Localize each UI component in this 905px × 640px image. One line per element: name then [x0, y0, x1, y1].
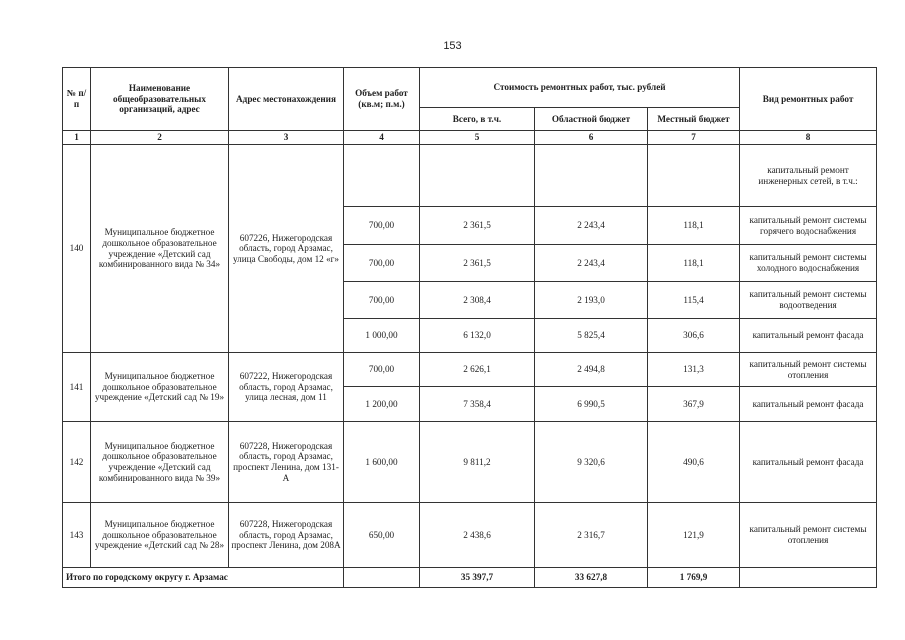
volume-cell: 700,00: [344, 353, 420, 387]
regional-budget-cell: 9 320,6: [535, 422, 648, 503]
work-kind-cell: капитальный ремонт фасада: [740, 387, 877, 422]
org-name: Муниципальное бюджетное дошкольное образовательное учреждение «Детский сад № 28»: [91, 503, 229, 568]
local-budget-cell: [648, 145, 740, 207]
total-local-cell: 1 769,9: [648, 568, 740, 588]
volume-cell: 700,00: [344, 282, 420, 319]
work-kind-cell: капитальный ремонт системы холодного водоснабжения: [740, 245, 877, 282]
org-address: 607226, Нижегородская область, город Арзамас, улица Свободы, дом 12 «г»: [229, 145, 344, 353]
local-budget-cell: 367,9: [648, 387, 740, 422]
row-number: 140: [63, 145, 91, 353]
total-regional-cell: 33 627,8: [535, 568, 648, 588]
table-row: [63, 145, 877, 207]
regional-budget-cell: 5 825,4: [535, 319, 648, 353]
table-header: [63, 68, 877, 145]
header-cost-group: Стоимость ремонтных работ, тыс. рублей: [420, 68, 740, 108]
total-cost-cell: [420, 145, 535, 207]
regional-budget-cell: 2 243,4: [535, 245, 648, 282]
work-kind-cell: капитальный ремонт системы отопления: [740, 503, 877, 568]
column-number: 4: [344, 131, 420, 145]
table-row: [63, 422, 877, 503]
volume-cell: 1 000,00: [344, 319, 420, 353]
work-kind-cell: капитальный ремонт фасада: [740, 422, 877, 503]
volume-cell: 700,00: [344, 207, 420, 245]
total-cost-cell: 2 626,1: [420, 353, 535, 387]
column-number: 8: [740, 131, 877, 145]
work-kind-cell: капитальный ремонт системы отопления: [740, 353, 877, 387]
column-number: 3: [229, 131, 344, 145]
regional-budget-cell: 2 243,4: [535, 207, 648, 245]
header-number: № п/п: [63, 68, 91, 131]
header-volume: Объем работ (кв.м; п.м.): [344, 68, 420, 131]
total-cost-cell: 2 308,4: [420, 282, 535, 319]
local-budget-cell: 118,1: [648, 245, 740, 282]
local-budget-cell: 490,6: [648, 422, 740, 503]
total-cost-cell: 6 132,0: [420, 319, 535, 353]
org-address: 607228, Нижегородская область, город Арзамас, проспект Ленина, дом 208А: [229, 503, 344, 568]
regional-budget-cell: 6 990,5: [535, 387, 648, 422]
org-address: 607228, Нижегородская область, город Арзамас, проспект Ленина, дом 131-А: [229, 422, 344, 503]
regional-budget-cell: 2 193,0: [535, 282, 648, 319]
local-budget-cell: 115,4: [648, 282, 740, 319]
work-kind-cell: капитальный ремонт фасада: [740, 319, 877, 353]
org-name: Муниципальное бюджетное дошкольное образовательное учреждение «Детский сад № 19»: [91, 353, 229, 422]
row-number: 142: [63, 422, 91, 503]
volume-cell: [344, 145, 420, 207]
org-name: Муниципальное бюджетное дошкольное образовательное учреждение «Детский сад комбинированного вида № 34»: [91, 145, 229, 353]
repair-table: [62, 67, 877, 588]
column-number: 5: [420, 131, 535, 145]
work-kind-cell: капитальный ремонт системы водоотведения: [740, 282, 877, 319]
table-row: [63, 353, 877, 387]
total-sum-cell: 35 397,7: [420, 568, 535, 588]
column-number: 1: [63, 131, 91, 145]
regional-budget-cell: [535, 145, 648, 207]
org-address: 607222, Нижегородская область, город Арзамас, улица лесная, дом 11: [229, 353, 344, 422]
total-cost-cell: 2 438,6: [420, 503, 535, 568]
column-number: 6: [535, 131, 648, 145]
local-budget-cell: 121,9: [648, 503, 740, 568]
page-number: 153: [443, 40, 462, 52]
local-budget-cell: 306,6: [648, 319, 740, 353]
column-number: 2: [91, 131, 229, 145]
work-kind-cell: капитальный ремонт системы горячего водоснабжения: [740, 207, 877, 245]
header-org-name: Наименование общеобразовательных организаций, адрес: [91, 68, 229, 131]
row-number: 141: [63, 353, 91, 422]
volume-cell: 1 200,00: [344, 387, 420, 422]
total-volume-cell: [344, 568, 420, 588]
table-body: [63, 145, 877, 588]
work-kind-cell: капитальный ремонт инженерных сетей, в т.ч.:: [740, 145, 877, 207]
header-total: Всего, в т.ч.: [420, 108, 535, 131]
local-budget-cell: 118,1: [648, 207, 740, 245]
total-kind-cell: [740, 568, 877, 588]
header-local: Местный бюджет: [648, 108, 740, 131]
total-row: [63, 568, 877, 588]
table-row: [63, 503, 877, 568]
regional-budget-cell: 2 494,8: [535, 353, 648, 387]
header-regional: Областной бюджет: [535, 108, 648, 131]
regional-budget-cell: 2 316,7: [535, 503, 648, 568]
org-name: Муниципальное бюджетное дошкольное образовательное учреждение «Детский сад комбинированного вида № 39»: [91, 422, 229, 503]
volume-cell: 650,00: [344, 503, 420, 568]
local-budget-cell: 131,3: [648, 353, 740, 387]
header-work-kind: Вид ремонтных работ: [740, 68, 877, 131]
total-cost-cell: 2 361,5: [420, 245, 535, 282]
column-number: 7: [648, 131, 740, 145]
row-number: 143: [63, 503, 91, 568]
total-cost-cell: 2 361,5: [420, 207, 535, 245]
total-cost-cell: 7 358,4: [420, 387, 535, 422]
header-address: Адрес местонахождения: [229, 68, 344, 131]
column-number-row: [63, 131, 877, 145]
volume-cell: 700,00: [344, 245, 420, 282]
volume-cell: 1 600,00: [344, 422, 420, 503]
total-cost-cell: 9 811,2: [420, 422, 535, 503]
total-label: Итого по городскому округу г. Арзамас: [63, 568, 344, 588]
